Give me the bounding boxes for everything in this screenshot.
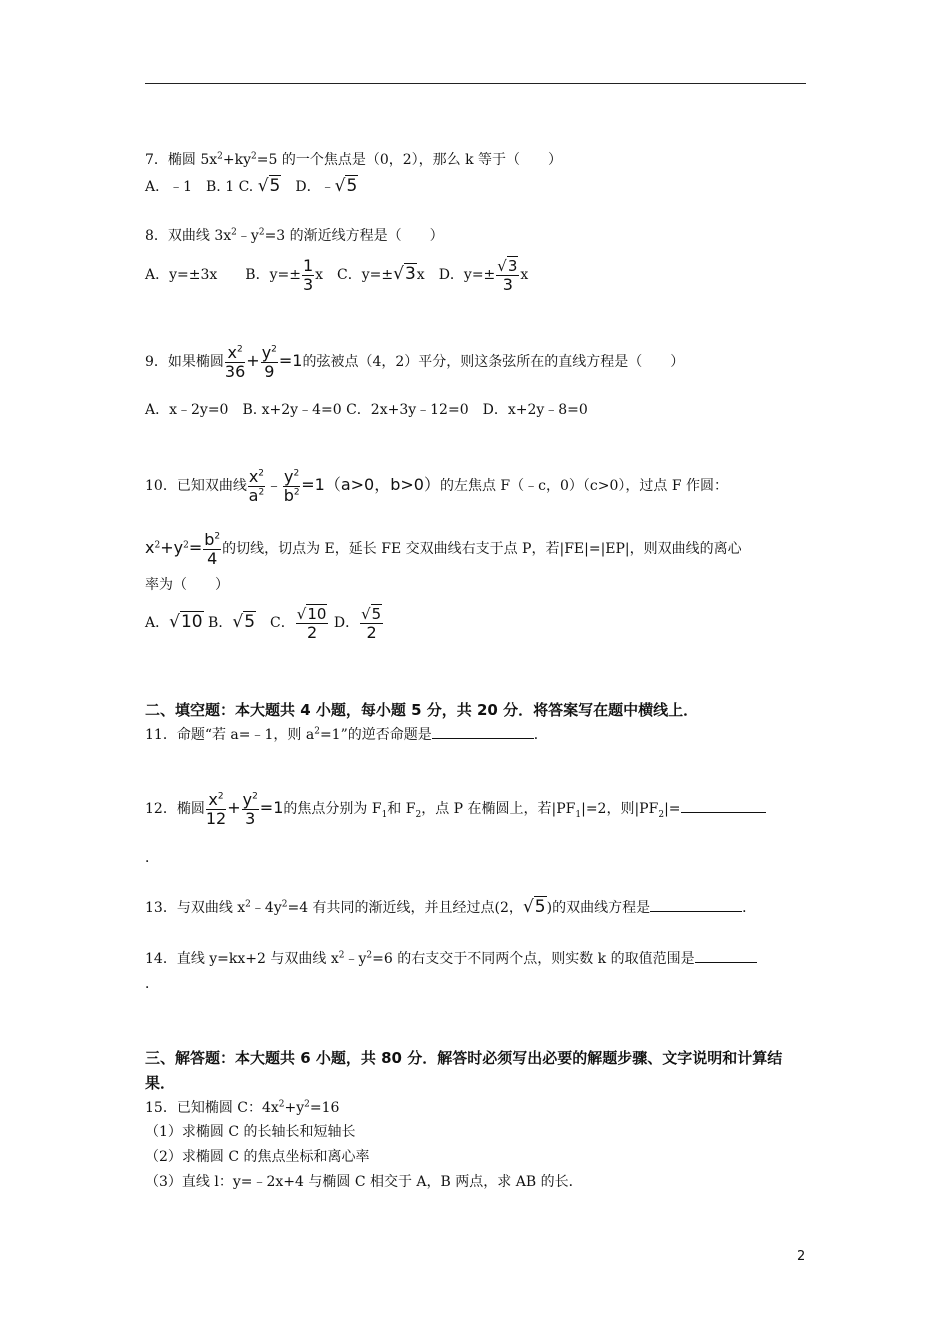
question-11: 11．命题“若 a=﹣1，则 $a^2=1$”的逆否命题是 ． (145, 724, 548, 745)
question-10-options: A．√10 B．√5 C． $\frac{√10}{2}$ D． $\frac{√5}{2}$ (145, 604, 382, 642)
question-14-end: ． (145, 976, 159, 992)
question-15-part-2: （2）求椭圆 C 的焦点坐标和离心率 (145, 1149, 370, 1165)
answer-blank-11[interactable] (432, 724, 534, 739)
question-8-stem: 8．双曲线 $3x^2﹣y^2=3$ 的渐近线方程是（ ） (145, 227, 444, 244)
question-14: 14．直线 y=kx+2 与双曲线 $x^2﹣y^2=6$ 的右支交于不同两个点，则实数 k 的取值范围是 (145, 948, 757, 969)
question-15-part-3: （3）直线 l：y=﹣2x+4 与椭圆 C 相交于 A，B 两点，求 AB 的长． (145, 1174, 583, 1190)
question-10-line-2: $x^2+y^2=$ $\frac{b^2}{4}$ 的切线，切点为 E，延长 FE 交双曲线右支于点 P，若|FE|=|EP|，则双曲线的离心 (145, 529, 742, 568)
answer-blank-14[interactable] (695, 948, 757, 963)
question-7-stem: 7．椭圆 $5x^2+ky^2=5$ 的一个焦点是（0，2），那么 k 等于（ ） (145, 151, 563, 168)
question-9-options: A．x﹣2y=0 B. x+2y﹣4=0 C．2x+3y﹣12=0 D．x+2y﹣8=0 (145, 402, 588, 418)
question-10-stem: 10．已知双曲线 $\frac{x^2}{a^2}$ ﹣ $\frac{y^2}{b^2}$ =1（a>0，b>0）的左焦点 F（﹣c，0）（c>0），过点 F 作圆： (145, 466, 728, 505)
question-12: 12．椭圆 $\frac{x^2}{12}$ + $\frac{y^2}{3}$ =1的焦点分别为 $F_1$和 $F_2$，点 P 在椭圆上，若$|PF_1|=2$，则$|PF_2|=$ (145, 785, 766, 832)
page-number: 2 (797, 1249, 806, 1264)
header-rule (145, 83, 806, 84)
section-3-heading-cont: 果． (145, 1074, 176, 1092)
question-15-stem: 15．已知椭圆 C：$4x^2+y^2=16$ (145, 1099, 340, 1116)
answer-blank-13[interactable] (650, 897, 742, 912)
question-10-line-3: 率为（ ） (145, 577, 229, 593)
question-13: 13．与双曲线 $x^2﹣4y^2=4$ 有共同的渐近线，并且经过点(2，√5)的双曲线方程是 ． (145, 897, 757, 917)
question-8-options: A．y=±3x B．y=± $\frac{1}{3}$ x C．y=±√3x D．y=± $\frac{√3}{3}$ x (145, 255, 529, 294)
question-15-part-1: （1）求椭圆 C 的长轴长和短轴长 (145, 1124, 356, 1140)
question-12-end: ． (145, 850, 159, 866)
question-9-stem: 9．如果椭圆 $\frac{x^2}{36}$ + $\frac{y^2}{9}$ =1的弦被点（4，2）平分，则这条弦所在的直线方程是（ ） (145, 342, 685, 381)
section-2-heading: 二、填空题：本大题共 4 小题，每小题 5 分，共 20 分．将答案写在题中横线上． (145, 701, 699, 719)
question-7-options: A．﹣1 B. 1 C. √5 D．﹣√5 (145, 176, 358, 196)
section-3-heading: 三、解答题：本大题共 6 小题，共 80 分．解答时必须写出必要的解题步骤、文字说明和计算结 (145, 1049, 783, 1067)
answer-blank-12[interactable] (681, 798, 766, 813)
